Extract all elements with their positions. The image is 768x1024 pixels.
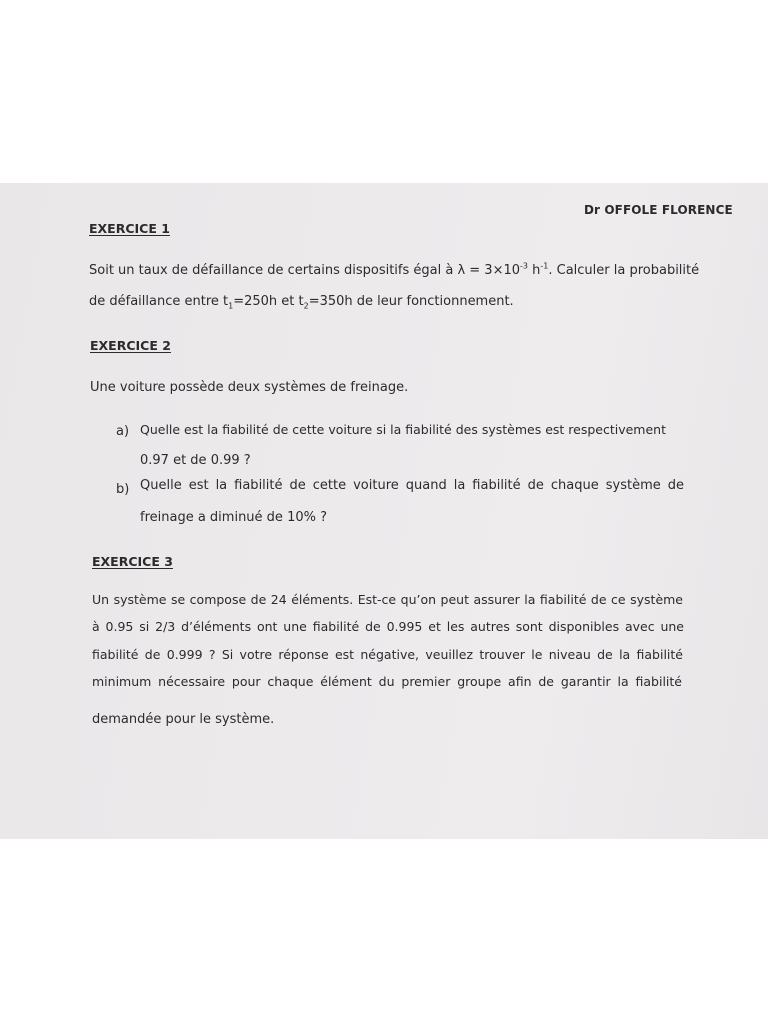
ex1-text-c: . Calculer la probabilité <box>548 263 700 278</box>
exercise-2-intro: Une voiture possède deux systèmes de freinage. <box>90 380 409 395</box>
exercise-3-line-5: demandée pour le système. <box>92 712 275 727</box>
ex1-text-b: h <box>528 263 541 278</box>
exercise-1-title: EXERCICE 1 <box>89 221 170 236</box>
ex1-exponent-2: -1 <box>540 261 549 271</box>
exercise-3-line-2: à 0.95 si 2/3 d’éléments ont une fiabilité de 0.995 et les autres sont disponibles avec une <box>92 619 684 634</box>
ex1-subscript-1: 1 <box>228 301 234 311</box>
ex1-text-d: de défaillance entre t <box>89 294 229 309</box>
paper-sheet <box>0 183 768 839</box>
question-b-line-2: freinage a diminué de 10% ? <box>140 510 327 525</box>
question-a-line-1: Quelle est la fiabilité de cette voiture si la fiabilité des systèmes est respectivement <box>140 422 666 437</box>
ex1-text-f: =350h de leur fonctionnement. <box>308 294 514 309</box>
author-name: Dr OFFOLE FLORENCE <box>584 203 733 217</box>
exercise-3-line-4: minimum nécessaire pour chaque élément du premier groupe afin de garantir la fiabilité <box>92 674 682 689</box>
ex1-text-e: =250h et t <box>233 294 304 309</box>
question-b-marker: b) <box>116 482 130 497</box>
exercise-3-title: EXERCICE 3 <box>92 554 173 569</box>
exercise-1-line-1 <box>89 263 699 279</box>
exercise-2-title: EXERCICE 2 <box>90 338 171 353</box>
question-a-line-2: 0.97 et de 0.99 ? <box>140 453 251 468</box>
exercise-1-line-2 <box>89 294 514 310</box>
ex1-exponent-1: -3 <box>520 261 528 271</box>
ex1-text-a: Soit un taux de défaillance de certains dispositifs égal à λ = 3×10 <box>89 263 521 278</box>
exercise-3-line-3: fiabilité de 0.999 ? Si votre réponse est négative, veuillez trouver le niveau de la fiabilité <box>92 647 683 662</box>
ex1-subscript-2: 2 <box>303 301 309 311</box>
exercise-3-line-1: Un système se compose de 24 éléments. Est-ce qu’on peut assurer la fiabilité de ce système <box>92 592 683 607</box>
question-a-marker: a) <box>116 424 130 439</box>
question-b-line-1: Quelle est la fiabilité de cette voiture quand la fiabilité de chaque système de <box>140 478 684 493</box>
